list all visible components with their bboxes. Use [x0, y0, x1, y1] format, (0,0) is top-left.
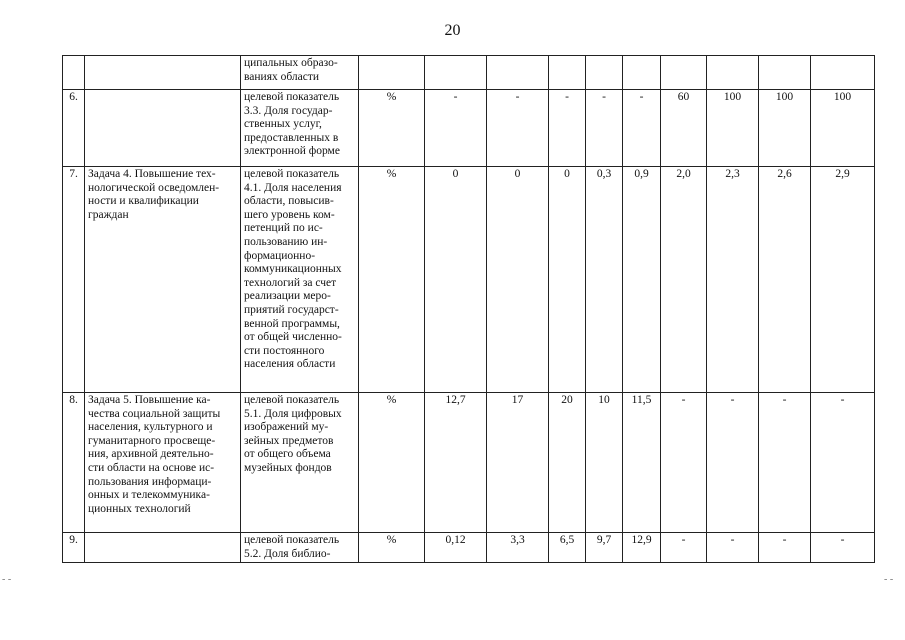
value-cell: - [623, 90, 661, 167]
value-cell: - [586, 90, 623, 167]
table-row [63, 90, 875, 167]
value-cell: 100 [811, 90, 875, 167]
table-row [63, 393, 875, 533]
indicator-cell: целевой показатель 4.1. Доля населения области, повысив- шего уровень ком- петенций по ис- пользованию ин- формационно- коммуникационных технологий за счет реализации меро- приятий государст- венной программы, от общей численно- сти постоянного населения области [241, 167, 359, 393]
value-cell: - [549, 90, 586, 167]
value-cell [586, 56, 623, 90]
table-row [63, 56, 875, 90]
task-cell: Задача 5. Повышение ка- чества социальной защиты населения, культурного и гуманитарного просвеще- ния, архивной деятельно- сти области на основе ис- пользования информаци- онных и телекоммуника- ционных технологий [85, 393, 241, 533]
indicators-table [62, 55, 875, 563]
value-cell: 11,5 [623, 393, 661, 533]
value-cell [661, 56, 707, 90]
value-cell: 10 [586, 393, 623, 533]
value-cell: 17 [487, 393, 549, 533]
value-cell: - [759, 533, 811, 563]
row-number-cell: 7. [63, 167, 85, 393]
row-number-cell [63, 56, 85, 90]
unit-cell: % [359, 167, 425, 393]
value-cell: 60 [661, 90, 707, 167]
value-cell: - [811, 533, 875, 563]
value-cell: 2,0 [661, 167, 707, 393]
value-cell: - [707, 393, 759, 533]
value-cell: 0,9 [623, 167, 661, 393]
task-cell [85, 533, 241, 563]
value-cell: 0 [425, 167, 487, 393]
value-cell: 12,9 [623, 533, 661, 563]
value-cell [759, 56, 811, 90]
indicator-cell: ципальных образо- ваниях области [241, 56, 359, 90]
row-number-cell: 6. [63, 90, 85, 167]
indicator-cell: целевой показатель 3.3. Доля государ- ственных услуг, предоставленных в электронной форме [241, 90, 359, 167]
indicator-cell: целевой показатель 5.2. Доля библио- [241, 533, 359, 563]
row-number-cell: 9. [63, 533, 85, 563]
value-cell: 0,12 [425, 533, 487, 563]
value-cell: 100 [759, 90, 811, 167]
value-cell: 12,7 [425, 393, 487, 533]
scan-mark-left: - - [2, 574, 12, 585]
value-cell: 2,9 [811, 167, 875, 393]
value-cell: 9,7 [586, 533, 623, 563]
value-cell: 0,3 [586, 167, 623, 393]
value-cell [707, 56, 759, 90]
value-cell [487, 56, 549, 90]
table-row [63, 167, 875, 393]
indicator-cell: целевой показатель 5.1. Доля цифровых изображений му- зейных предметов от общего объема музейных фондов [241, 393, 359, 533]
value-cell: 100 [707, 90, 759, 167]
task-cell [85, 56, 241, 90]
value-cell: 2,3 [707, 167, 759, 393]
value-cell: 3,3 [487, 533, 549, 563]
unit-cell [359, 56, 425, 90]
value-cell [811, 56, 875, 90]
value-cell: 20 [549, 393, 586, 533]
unit-cell: % [359, 393, 425, 533]
value-cell [549, 56, 586, 90]
value-cell: - [425, 90, 487, 167]
value-cell: - [707, 533, 759, 563]
value-cell: - [661, 533, 707, 563]
value-cell: 6,5 [549, 533, 586, 563]
value-cell: 0 [487, 167, 549, 393]
value-cell: - [661, 393, 707, 533]
table-row [63, 533, 875, 563]
value-cell: 2,6 [759, 167, 811, 393]
unit-cell: % [359, 533, 425, 563]
value-cell [425, 56, 487, 90]
task-cell [85, 90, 241, 167]
page-number: 20 [444, 22, 461, 39]
value-cell: - [759, 393, 811, 533]
row-number-cell: 8. [63, 393, 85, 533]
unit-cell: % [359, 90, 425, 167]
task-cell: Задача 4. Повышение тех- нологической осведомлен- ности и квалификации граждан [85, 167, 241, 393]
scan-mark-right: - - [884, 574, 894, 585]
value-cell [623, 56, 661, 90]
value-cell: - [487, 90, 549, 167]
value-cell: 0 [549, 167, 586, 393]
value-cell: - [811, 393, 875, 533]
